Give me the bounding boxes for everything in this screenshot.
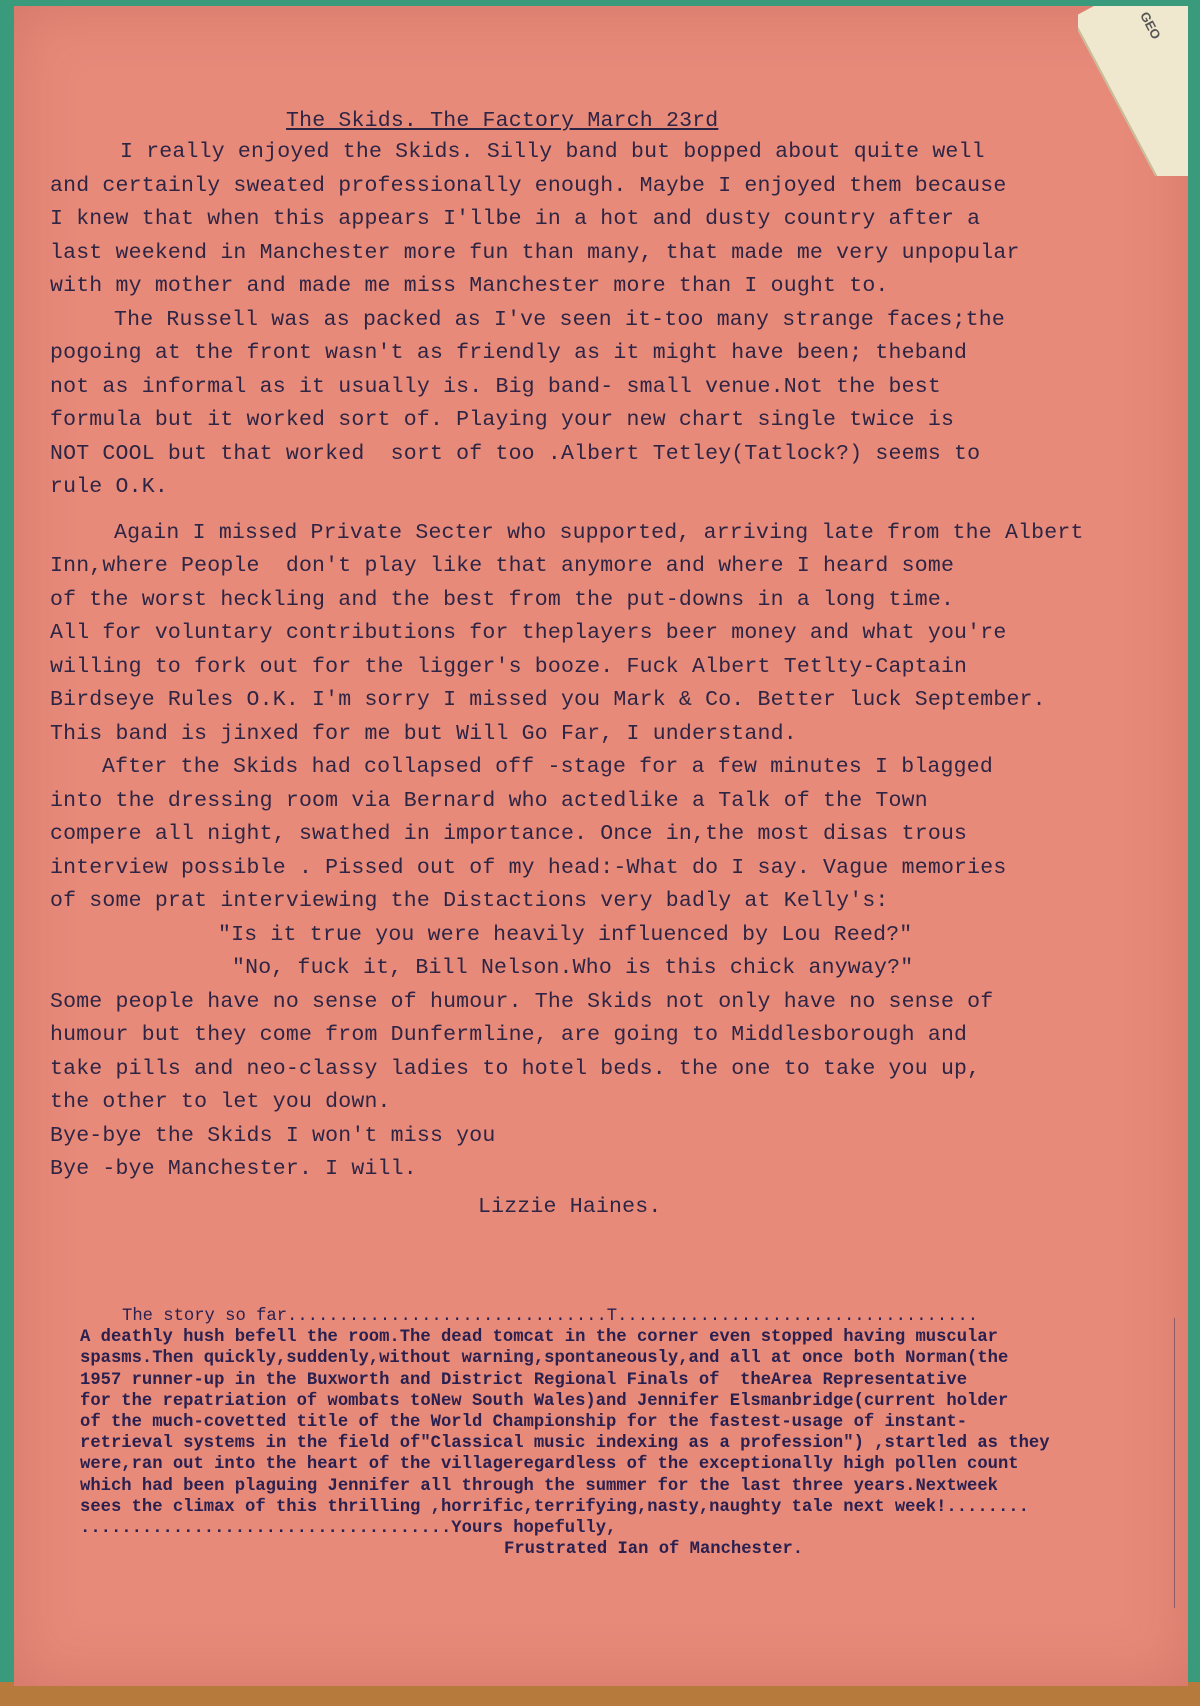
serial-line: retrieval systems in the field of"Classical music indexing as a profession") ,startled as they [80, 1434, 1050, 1454]
text-line: of some prat interviewing the Distactions very badly at Kelly's: [50, 889, 889, 913]
review-title: The Skids. The Factory March 23rd [286, 109, 719, 133]
text-line: Some people have no sense of humour. The Skids not only have no sense of [50, 989, 994, 1014]
paragraph-5 [50, 986, 1200, 1187]
serial-line: of the much-covetted title of the World Championship for the fastest-usage of instant- [80, 1413, 968, 1433]
text-line: interview possible . Pissed out of my head:-What do I say. Vague memories [50, 855, 1007, 880]
serial-line: ....................................Yours hopefully, [80, 1519, 617, 1539]
serial-line: sees the climax of this thrilling ,horrific,terrifying,nasty,naughty tale next week!........ [80, 1497, 1029, 1517]
serial-line: for the repatriation of wombats toNew South Wales)and Jennifer Elsmanbridge(current holder [80, 1391, 1009, 1411]
text-line: humour but they come from Dunfermline, are going to Middlesborough and [50, 1023, 968, 1047]
serial-line: were,ran out into the heart of the villageregardless of the exceptionally high pollen count [80, 1455, 1019, 1475]
review-article [50, 106, 1200, 1225]
typed-page [14, 6, 1188, 1686]
paragraph-4 [50, 751, 1200, 919]
paragraph-1 [50, 136, 1200, 304]
text-line: willing to fork out for the ligger's booze. Fuck Albert Tetlty-Captain [50, 654, 968, 679]
text-line: Birdseye Rules O.K. I'm sorry I missed you Mark & Co. Better luck September. [50, 688, 1046, 712]
text-line: pogoing at the front wasn't as friendly as it might have been; theband [50, 341, 968, 365]
text-line: All for voluntary contributions for theplayers beer money and what you're [50, 621, 1007, 645]
text-line: last weekend in Manchester more fun than many, that made me very unpopular [50, 240, 1020, 265]
paragraph-3 [50, 517, 1200, 752]
text-line: After the Skids had collapsed off -stage for a few minutes I blagged [102, 755, 993, 779]
folder-tab-label: GEO [1137, 9, 1164, 42]
text-line: Again I missed Private Secter who supported, arriving late from the Albert [114, 520, 1084, 545]
text-line: not as informal as it usually is. Big band- small venue.Not the best [50, 374, 941, 399]
text-line: take pills and neo-classy ladies to hotel beds. the one to take you up, [50, 1056, 981, 1081]
text-line: The Russell was as packed as I've seen it-too many strange faces;the [114, 307, 1005, 332]
review-author: Lizzie Haines. [478, 1194, 662, 1219]
interview-quote-answer: "No, fuck it, Bill Nelson.Who is this chick anyway?" [232, 956, 914, 980]
text-line: Inn,where People don't play like that anymore and where I heard some [50, 554, 955, 578]
paragraph-gap [50, 505, 1200, 517]
text-line: rule O.K. [50, 475, 168, 499]
paragraph-2 [50, 304, 1200, 505]
text-line: with my mother and made me miss Manchester more than I ought to. [50, 274, 889, 298]
text-line: and certainly sweated professionally enough. Maybe I enjoyed them because [50, 173, 1007, 198]
text-line: of the worst heckling and the best from the put-downs in a long time. [50, 587, 955, 612]
serial-line: spasms.Then quickly,suddenly,without warning,spontaneously,and all at once both Norman(the [80, 1349, 1009, 1369]
text-line: This band is jinxed for me but Will Go Far, I understand. [50, 721, 797, 746]
text-line: formula but it worked sort of. Playing your new chart single twice is [50, 408, 955, 432]
text-line: I knew that when this appears I'llbe in a hot and dusty country after a [50, 207, 981, 231]
text-line: compere all night, swathed in importance. Once in,the most disas trous [50, 822, 968, 846]
text-line: NOT COOL but that worked sort of too .Albert Tetley(Tatlock?) seems to [50, 441, 981, 466]
serial-margin-rule [1174, 1318, 1175, 1608]
text-line: the other to let you down. [50, 1090, 391, 1114]
serial-heading: The story so far...............................T................................... [122, 1307, 979, 1326]
serial-line: which had been plaguing Jennifer all through the summer for the last three years.Nextweek [80, 1476, 998, 1496]
text-line: Bye-bye the Skids I won't miss you [50, 1123, 496, 1148]
text-line: Bye -bye Manchester. I will. [50, 1157, 417, 1181]
serial-story [80, 1306, 1180, 1560]
serial-line: 1957 runner-up in the Buxworth and District Regional Finals of theArea Representative [80, 1370, 968, 1390]
interview-quote-question: "Is it true you were heavily influenced by Lou Reed?" [218, 922, 913, 947]
text-line: into the dressing room via Bernard who actedlike a Talk of the Town [50, 788, 928, 813]
serial-line: A deathly hush befell the room.The dead tomcat in the corner even stopped having muscular [80, 1328, 998, 1348]
text-line: I really enjoyed the Skids. Silly band but bopped about quite well [120, 140, 985, 164]
serial-signature: Frustrated Ian of Manchester. [504, 1540, 804, 1560]
